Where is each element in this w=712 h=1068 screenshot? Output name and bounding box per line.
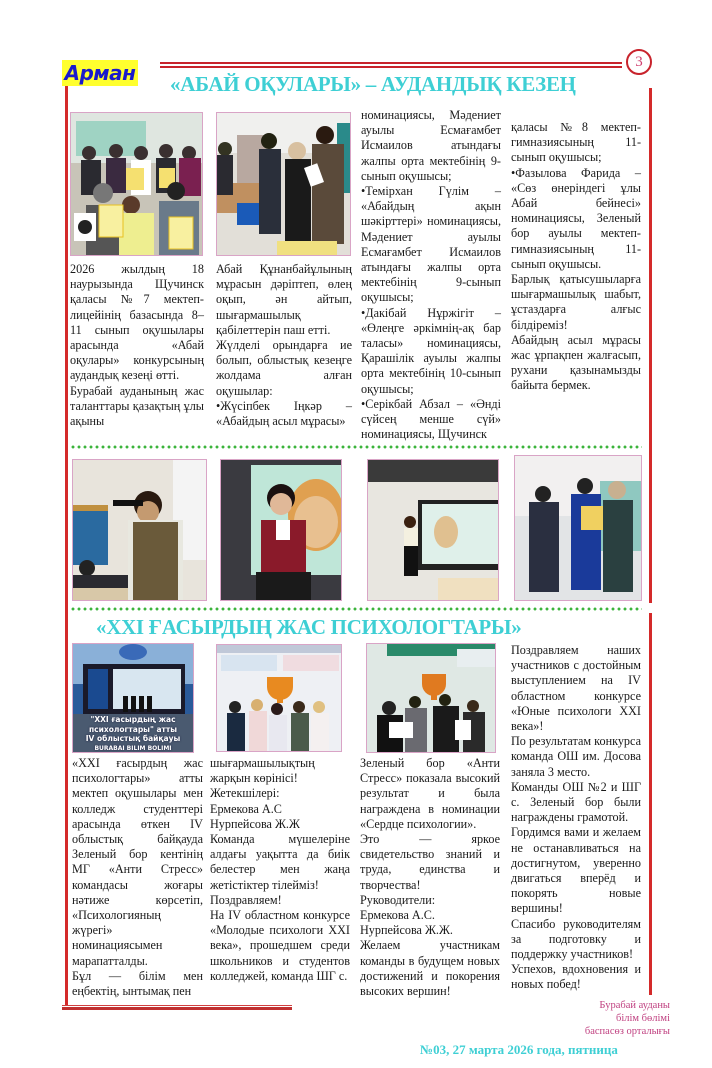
paragraph: На IV областном конкурсе «Молодые психологи XXI века», прошедшем среди школьников и студентов колледжей, команда ШГ с.	[210, 908, 350, 983]
page-number: 3	[626, 49, 652, 75]
photo-team-certificates	[366, 643, 496, 753]
dotted-divider-top	[70, 445, 642, 449]
paragraph: Нурпейсова Ж.Ж	[210, 816, 300, 831]
paragraph: Абай Құнанбайұлының мұрасын дәріптеп, өлең оқып, ән айтып, шығармашылық қабілеттерін паш етті.	[216, 262, 352, 337]
paragraph: Зеленый бор «Анти Стресс» показала высокий результат и была награждена в номинации «Сердце психологии».	[360, 756, 500, 831]
paragraph: шығармашылықтың жарқын көрінісі!	[210, 756, 315, 786]
article1-column-3	[361, 108, 501, 442]
signature-line: білім бөлімі	[616, 1013, 670, 1024]
paragraph: Поздравляем!	[210, 892, 282, 907]
caption-line: IV облыстық байқауы	[85, 734, 181, 743]
paragraph: Бурабай ауданының жас таланттары қазақтың ұлы ақыны	[70, 383, 204, 429]
paragraph: Спасибо руководителям за подготовку и поддержку участников!	[511, 916, 641, 962]
paragraph: Команда мүшелеріне алдағы уақытта да биік белестер мен жаңа жетістіктер тілейміз!	[210, 832, 350, 892]
signature-line: Бурабай ауданы	[599, 1000, 670, 1011]
paragraph: Жүлделі орындарға ие болып, облыстық кезеңге жолдама алған оқушылар:	[216, 338, 352, 398]
gallery-singer-image	[73, 460, 207, 601]
gallery-photo-reciter	[220, 459, 342, 601]
article1-column-1	[70, 262, 204, 429]
paragraph: Жетекшілері:	[210, 786, 280, 801]
article2-column-3	[360, 756, 500, 999]
paragraph: Бұл — білім мен еңбектің, ынтымақ пен	[72, 968, 203, 999]
paragraph: •Жүсіпбек Іңкәр – «Абайдың асыл мұрасы»	[216, 398, 352, 429]
caption-line: "XXI ғасырдың жас	[90, 715, 176, 724]
paragraph: По результатам конкурса команда ОШ им. Досова заняла 3 место.	[511, 734, 641, 779]
gallery-photo-singer	[72, 459, 207, 601]
photo-students-image	[71, 113, 203, 256]
signature-block	[540, 999, 670, 1038]
paragraph: •Фазылова Фарида – «Сөз өнеріндегі ұлы Абай бейнесі» номинациясы, Зеленый бор ауылы мектеп-гимназиясының 11-сынып оқушысы.	[511, 165, 641, 271]
signature-line: баспасөз орталығы	[584, 1026, 670, 1037]
article1-column-4	[511, 120, 641, 394]
paragraph: •Серікбай Абзал – «Әнді сүйсең менше сүй» номинациясы, Щучинск	[361, 396, 501, 442]
caption-line: психологтары" атты	[88, 724, 178, 734]
newspaper-logo	[62, 60, 138, 86]
photo-students-certificates	[70, 112, 203, 256]
paragraph: Абайдың асыл мұрасы жас ұрпақпен жалғасып, рухани қазынамызды байыта бермек.	[511, 332, 641, 393]
paragraph: •Дакібай Нұржігіт – «Өлеңге әркімнің-ақ бар таласы» номинациясы, Қарашілік ауылы жалпы орта мектебінің 10-сынып оқушысы;	[361, 305, 501, 396]
paragraph: Желаем участникам команды в будущем новых достижений и покорения высоких вершин!	[360, 938, 500, 999]
right-border-line-lower	[649, 613, 652, 995]
article1-column-2	[216, 262, 352, 429]
paragraph: Ермекова А.С.	[360, 908, 435, 923]
paragraph: Поздравляем наших участников с достойным выступлением на IV областном конкурсе «Юные психологи XXI века»!	[511, 643, 641, 734]
article1-title: «АБАЙ ОҚУЛАРЫ» – АУДАНДЫҚ КЕЗЕҢ	[170, 72, 576, 96]
paragraph: Команды ОШ №2 и ШГ с. Зеленый бор были награждены грамотой.	[511, 779, 641, 825]
paragraph: 2026 жылдың 18 наурызында Щучинск қаласы №7 мектеп-лицейінің базасында 8–11 сынып оқушылары арасында «Абай оқулары» конкурсының аудандық кезеңі өтті.	[70, 262, 204, 383]
paragraph: Руководители:	[360, 892, 436, 907]
dotted-divider-bottom	[70, 607, 642, 611]
left-border-line	[65, 86, 68, 1005]
caption-line: BURABAI BILIM BOLIMI	[94, 744, 172, 752]
paragraph: Барлық қатысушыларға шығармашылық шабыт, ұстаздарға алғыс білдіреміз!	[511, 272, 641, 332]
photo-team-certificates-image	[367, 644, 496, 753]
photo-team-trophy	[216, 644, 342, 752]
article2-title: «XXI ҒАСЫРДЫҢ ЖАС ПСИХОЛОГТАРЫ»	[96, 615, 522, 639]
article2-column-1	[72, 756, 203, 999]
paragraph: Гордимся вами и желаем не останавливаться на достигнутом, уверенно двигаться вперёд и покорять новые вершины!	[511, 825, 641, 916]
paragraph: қаласы №8 мектеп-гимназиясының 11-сынып оқушысы;	[511, 120, 641, 165]
paragraph: •Теміpхан Гүлім – «Абайдың ақын шәкірттері» номинациясы, Мәдениет ауылы Есмағамбет Исмаилов атындағы жалпы орта мектебінің 9-сынып оқушысы;	[361, 184, 501, 305]
gallery-award-image	[515, 456, 642, 601]
article2-column-4	[511, 643, 641, 993]
paragraph: Успехов, вдохновения и новых побед!	[511, 962, 641, 992]
paragraph: «XXI ғасырдың жас психологтары» атты мектеп оқушылары мен колледж студенттері арасында өткен IV облыстық байқауда Зеленый бор кентінің МГ «Анти Стресс» командасы жоғары нәтиже көрсетіп, «Психологияның жүрегі» номинациясымен марапатталды.	[72, 756, 203, 968]
gallery-photo-presenter	[367, 459, 499, 601]
photo1-caption	[73, 715, 193, 753]
issue-date: №03, 27 марта 2026 года, пятница	[420, 1042, 618, 1057]
paragraph: Ермекова А.С	[210, 801, 282, 816]
paragraph: Это — яркое свидетельство знаний и труда, единства и творчества!	[360, 832, 500, 892]
photo-stage-screen	[72, 643, 194, 753]
right-border-line	[649, 88, 652, 603]
paragraph: номинациясы, Мәдениет ауылы Есмағамбет Исмаилов атындағы жалпы орта мектебінің 9-сынып оқушысы;	[361, 108, 501, 183]
header-rule	[160, 62, 622, 68]
article2-column-2	[210, 756, 350, 984]
gallery-photo-award	[514, 455, 642, 601]
photo-jury-members	[216, 112, 351, 256]
photo-jury-image	[217, 113, 351, 256]
gallery-presenter-image	[368, 460, 499, 601]
photo-team-trophy-image	[217, 645, 342, 752]
logo-text: Арман	[64, 61, 136, 85]
gallery-reciter-image	[221, 460, 342, 601]
paragraph: Нурпейсова Ж.Ж.	[360, 923, 453, 938]
